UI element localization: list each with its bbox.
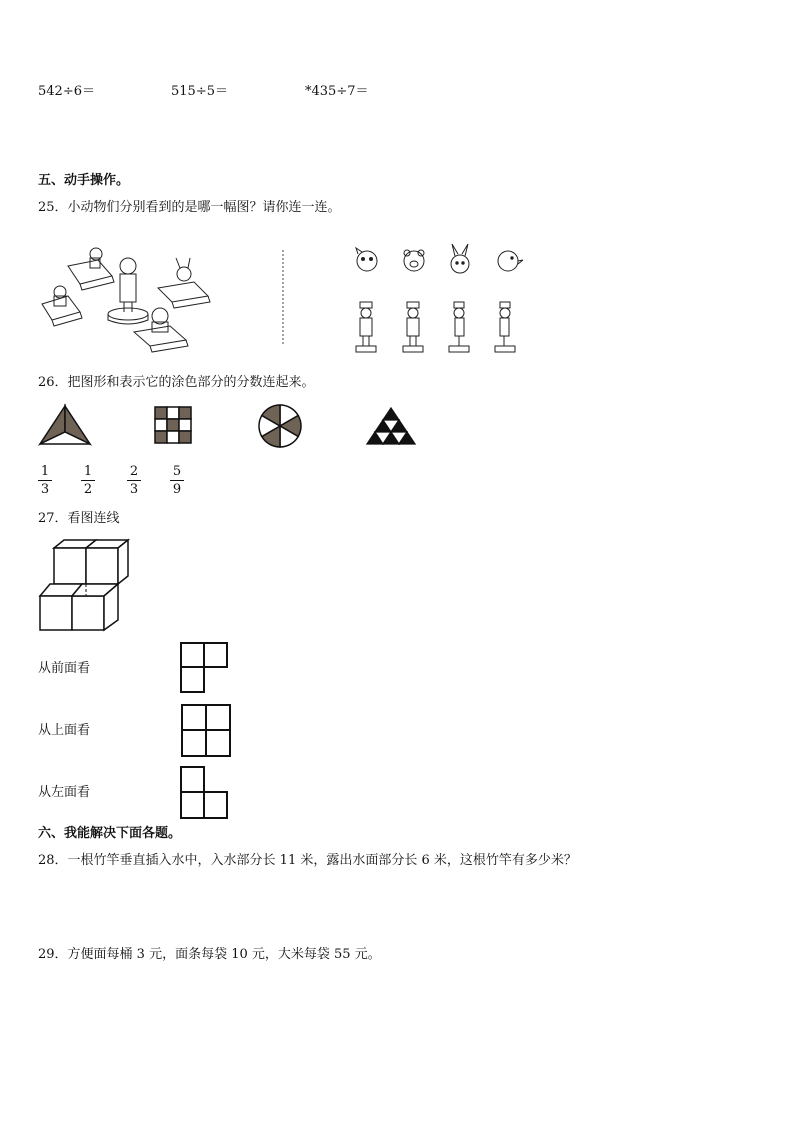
- q25-divider: [282, 250, 284, 346]
- figurine-front-icon: [356, 302, 376, 352]
- q28-text: 28．一根竹竿垂直插入水中，入水部分长 11 米，露出水面部分长 6 米，这根竹竿有多少米？: [38, 853, 577, 868]
- calc-item-1: 542÷6＝: [38, 84, 95, 99]
- shape-triangle-ninths: [367, 406, 417, 448]
- bear-head-icon: [404, 250, 424, 271]
- fraction-3: 2 3: [127, 464, 141, 497]
- shape-triangle-thirds: [38, 404, 92, 446]
- fraction-1: 1 3: [38, 464, 52, 497]
- view-label-left: 从左面看: [38, 785, 91, 800]
- chick-head-icon: [498, 251, 523, 271]
- view-grid-3: [180, 766, 230, 820]
- animal-heads-row: [352, 244, 532, 278]
- figurine-left-icon: [449, 302, 469, 352]
- q27-block-solid: [38, 538, 130, 634]
- dog-head-icon: [356, 248, 377, 271]
- q27-text: 27．看图连线: [38, 511, 120, 526]
- q25-scene-illustration: [38, 236, 238, 356]
- section5-title: 五、动手操作。: [38, 173, 130, 188]
- view-grid-1: [180, 642, 230, 694]
- q29-text: 29．方便面每桶 3 元，面条每袋 10 元，大米每袋 55 元。: [38, 947, 381, 962]
- shape-circle-halves: [257, 403, 303, 449]
- rabbit-head-icon: [451, 244, 469, 273]
- fraction-2: 1 2: [81, 464, 95, 497]
- calc-item-2: 515÷5＝: [171, 84, 228, 99]
- q25-text: 25．小动物们分别看到的是哪一幅图？请你连一连。: [38, 200, 341, 215]
- figurine-back-icon: [403, 302, 423, 352]
- section6-title: 六、我能解决下面各题。: [38, 826, 182, 841]
- fraction-4: 5 9: [170, 464, 184, 497]
- view-label-front: 从前面看: [38, 661, 91, 676]
- view-grid-2: [180, 704, 232, 758]
- figurine-views-row: [352, 302, 532, 356]
- view-label-top: 从上面看: [38, 723, 91, 738]
- calc-item-3: *435÷7＝: [305, 84, 369, 99]
- q26-text: 26．把图形和表示它的涂色部分的分数连起来。: [38, 375, 315, 390]
- shape-grid-ninths: [154, 406, 194, 446]
- figurine-right-icon: [495, 302, 515, 352]
